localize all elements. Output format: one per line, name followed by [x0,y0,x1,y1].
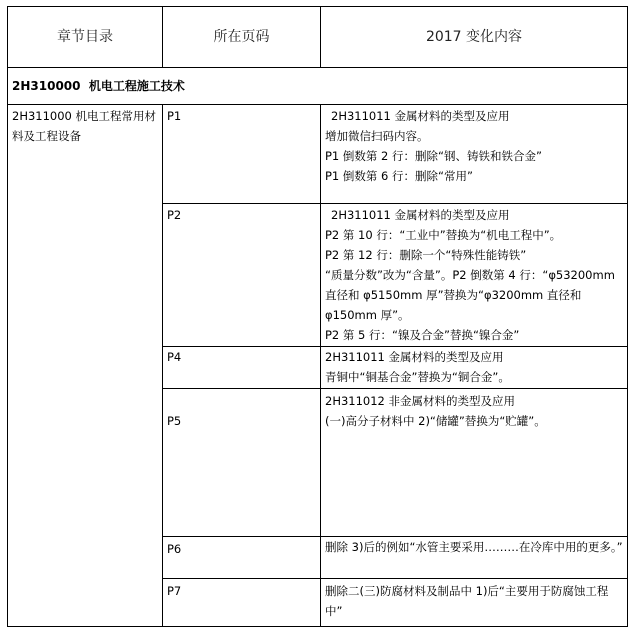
content-line: 2H311011 金属材料的类型及应用 [331,109,510,123]
content-cell [321,537,628,579]
content-line: 2H311011 金属材料的类型及应用 [331,208,510,222]
content-cell [321,204,628,347]
content-cell [321,389,628,537]
content-cell [321,347,628,389]
content-line: P1 倒数第 6 行：删除“常用” [325,169,473,183]
page-cell: P4 [163,347,321,389]
content-line: P2 第 10 行：“工业中”替换为“机电工程中”。 [325,228,562,242]
header-changes: 2017 变化内容 [321,7,628,68]
header-chapter: 章节目录 [8,7,163,68]
content-line: 增加微信扫码内容。 [325,129,429,143]
content-line: P2 第 12 行：删除一个“特殊性能铸铁” [325,248,527,262]
page-cell: P6 [163,537,321,579]
content-line: (一)高分子材料中 2)“储罐”替换为“贮罐”。 [325,414,546,428]
content-line: P1 倒数第 2 行：删除“钢、铸铁和铁合金” [325,149,542,163]
table-row [8,105,628,204]
page-cell: P7 [163,579,321,627]
page-cell: P2 [163,204,321,347]
content-cell [321,105,628,204]
section-title: 机电工程施工技术 [88,79,185,93]
section-title-cell [8,68,628,105]
content-line: 2H311012 非金属材料的类型及应用 [325,394,516,408]
content-line: 2H311011 金属材料的类型及应用 [325,350,504,364]
content-cell [321,579,628,627]
chapter-cell: 2H311000 机电工程常用材料及工程设备 [8,105,163,627]
section-row [8,68,628,105]
content-line: 删除 3)后的例如“水管主要采用………在冷库中用的更多。” [325,540,623,554]
header-page: 所在页码 [163,7,321,68]
header-row [8,7,628,68]
content-line: 青铜中“铜基合金”替换为“铜合金”。 [325,370,510,384]
page-cell: P5 [163,389,321,537]
content-line: 删除二(三)防腐材料及制品中 1)后“主要用于防腐蚀工程中” [325,584,609,618]
content-line: “质量分数”改为“含量”。P2 倒数第 4 行：“φ53200mm 直径和 φ5150mm 厚”替换为“φ3200mm 直径和 φ150mm 厚”。 [325,268,615,322]
change-table [7,6,628,627]
section-code: 2H310000 [12,79,81,93]
page-cell: P1 [163,105,321,204]
content-line: P2 第 5 行：“镍及合金”替换“镍合金” [325,328,520,342]
